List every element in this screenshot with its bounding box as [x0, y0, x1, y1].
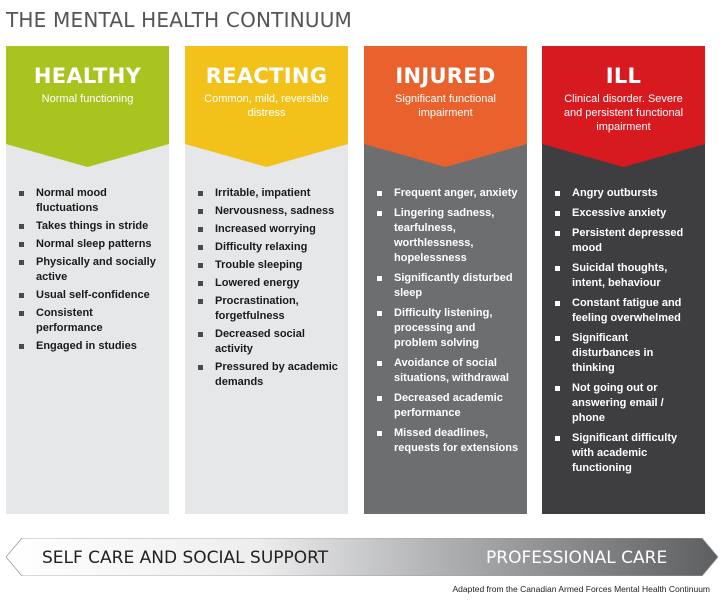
healthy-panel: [6, 144, 169, 514]
bullet-icon: [555, 266, 560, 271]
list-item: Normal mood fluctuations: [16, 186, 161, 216]
injured-panel: [364, 144, 527, 514]
list-item: Usual self-confidence: [16, 288, 161, 303]
list-item: Irritable, impatient: [195, 186, 340, 201]
list-item: Angry outbursts: [552, 186, 697, 201]
list-item: Procrastination, forgetfulness: [195, 294, 340, 324]
professional-care-label: PROFESSIONAL CARE: [486, 548, 668, 568]
list-item: Frequent anger, anxiety: [374, 186, 519, 201]
bullet-icon: [198, 332, 203, 337]
source-note: Adapted from the Canadian Armed Forces Mental Health Continuum: [452, 584, 710, 594]
list-item: Physically and socially active: [16, 255, 161, 285]
column-ill: [542, 46, 705, 474]
list-item: Trouble sleeping: [195, 258, 340, 273]
list-item: Nervousness, sadness: [195, 204, 340, 219]
reacting-panel: [185, 144, 348, 514]
bullet-icon: [377, 311, 382, 316]
healthy-list: [16, 186, 161, 354]
bullet-icon: [19, 344, 24, 349]
list-item: Decreased social activity: [195, 327, 340, 357]
bullet-icon: [198, 245, 203, 250]
bullet-icon: [198, 263, 203, 268]
list-item: Not going out or answering email / phone: [552, 381, 697, 426]
bullet-icon: [377, 191, 382, 196]
healthy-subtitle: Normal functioning: [41, 93, 134, 105]
bullet-icon: [377, 276, 382, 281]
ill-panel: [542, 144, 705, 514]
injured-heading: INJURED: [395, 64, 496, 88]
bullet-icon: [555, 436, 560, 441]
column-healthy: [6, 46, 169, 352]
bullet-icon: [555, 386, 560, 391]
list-item: Persistent depressed mood: [552, 226, 697, 256]
bullet-icon: [19, 224, 24, 229]
bullet-icon: [555, 301, 560, 306]
list-item: Significant disturbances in thinking: [552, 331, 697, 376]
bullet-icon: [19, 311, 24, 316]
list-item: Takes things in stride: [16, 219, 161, 234]
list-item: Normal sleep patterns: [16, 237, 161, 252]
list-item: Pressured by academic demands: [195, 360, 340, 390]
column-injured: [364, 46, 527, 454]
self-care-label: SELF CARE AND SOCIAL SUPPORT: [42, 548, 329, 568]
reacting-subtitle: Common, mild, reversible distress: [204, 93, 329, 119]
bullet-icon: [198, 227, 203, 232]
reacting-heading: REACTING: [205, 64, 328, 88]
bullet-icon: [555, 191, 560, 196]
list-item: Lowered energy: [195, 276, 340, 291]
list-item: Lingering sadness, tearfulness, worthlessness, hopelessness: [374, 206, 519, 266]
list-item: Constant fatigue and feeling overwhelmed: [552, 296, 697, 326]
ill-list: [552, 186, 697, 476]
ill-banner: [542, 46, 705, 167]
bullet-icon: [377, 396, 382, 401]
bullet-icon: [19, 191, 24, 196]
page-title: THE MENTAL HEALTH CONTINUUM: [6, 8, 352, 32]
bullet-icon: [19, 293, 24, 298]
bullet-icon: [198, 281, 203, 286]
bullet-icon: [198, 191, 203, 196]
ill-heading: ILL: [605, 64, 642, 88]
list-item: Increased worrying: [195, 222, 340, 237]
bullet-icon: [555, 231, 560, 236]
bullet-icon: [377, 361, 382, 366]
bullet-icon: [198, 209, 203, 214]
list-item: Consistent performance: [16, 306, 161, 336]
bullet-icon: [19, 242, 24, 247]
column-reacting: [185, 46, 348, 388]
list-item: Difficulty relaxing: [195, 240, 340, 255]
ill-subtitle: Clinical disorder. Severe and persistent functional impairment: [563, 93, 684, 133]
healthy-heading: HEALTHY: [33, 64, 142, 88]
reacting-list: [195, 186, 340, 390]
list-item: Missed deadlines, requests for extensions: [374, 426, 519, 456]
list-item: Difficulty listening, processing and problem solving: [374, 306, 519, 351]
bullet-icon: [198, 365, 203, 370]
bullet-icon: [377, 211, 382, 216]
bullet-icon: [555, 211, 560, 216]
injured-banner: [364, 46, 527, 167]
list-item: Suicidal thoughts, intent, behaviour: [552, 261, 697, 291]
list-item: Significantly disturbed sleep: [374, 271, 519, 301]
bullet-icon: [19, 260, 24, 265]
bullet-icon: [377, 431, 382, 436]
list-item: Engaged in studies: [16, 339, 161, 354]
injured-list: [374, 186, 519, 456]
list-item: Significant difficulty with academic functioning: [552, 431, 697, 476]
bullet-icon: [198, 299, 203, 304]
list-item: Decreased academic performance: [374, 391, 519, 421]
reacting-banner: [185, 46, 348, 167]
list-item: Excessive anxiety: [552, 206, 697, 221]
list-item: Avoidance of social situations, withdrawal: [374, 356, 519, 386]
bullet-icon: [555, 336, 560, 341]
injured-subtitle: Significant functional impairment: [395, 93, 496, 119]
healthy-banner: [6, 46, 169, 167]
